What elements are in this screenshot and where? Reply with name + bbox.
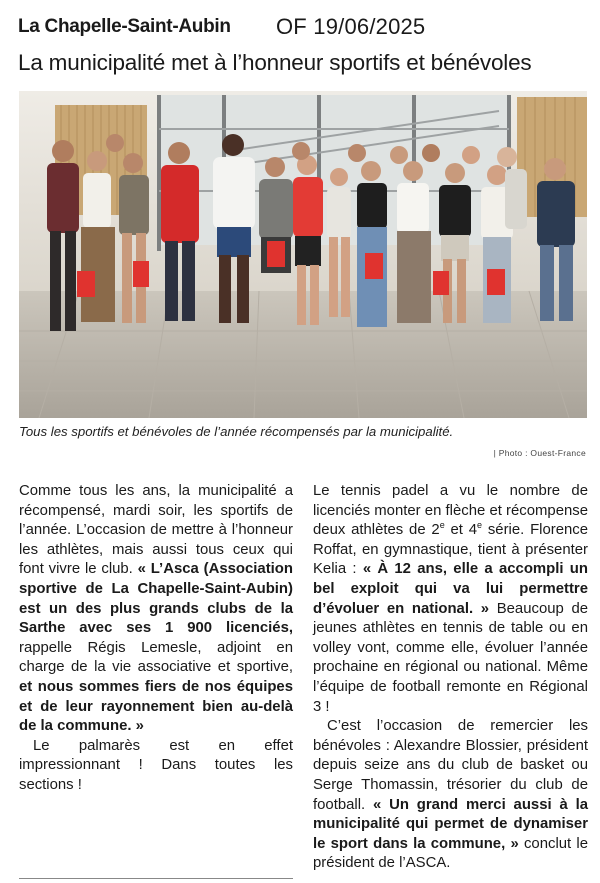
article-paragraph	[19, 482, 293, 737]
quote-text: et nous sommes fiers de nos équipes et de leur rayonnement bien au-delà de la commune. »	[19, 678, 293, 735]
quote-text: « À 12 ans, elle a accompli un bel exploit qui va lui permettre d’évoluer en national. »	[313, 561, 588, 617]
article-column-left	[19, 482, 293, 796]
quote-text: « Un grand merci aussi à la municipalité qui permet de dynamiser le sport dans la commune, »	[313, 796, 588, 852]
photo-caption: Tous les sportifs et bénévoles de l’année récompensés par la municipalité.	[19, 424, 454, 439]
body-text: série. Florence Roffat, en gymnastique, tient à présenter Kelia :	[313, 522, 588, 578]
body-text: e	[439, 520, 445, 531]
column-rule	[19, 878, 293, 879]
source-date: OF 19/06/2025	[276, 14, 426, 39]
body-text: Comme tous les ans, la municipalité a récompensé, mardi soir, les sportifs de l’année. L’occasion de mettre à l’honneur les athlètes, mais aussi tous ceux qui font vivre le club.	[19, 483, 293, 578]
body-text: rappelle Régis Lemesle, adjoint en charge de la vie associative et sportive,	[19, 639, 293, 676]
body-text: Le tennis padel a vu le nombre de licenciés monter en flèche et récompense deux athlètes de 2	[313, 483, 588, 539]
photo-illustration	[19, 91, 587, 418]
article-paragraph	[313, 482, 588, 717]
location-label: La Chapelle-Saint-Aubin	[18, 16, 231, 37]
article-column-right	[313, 482, 588, 874]
quote-text: « L’Asca (Association sportive de La Chapelle-Saint-Aubin) est un des plus grands clubs de la Sarthe avec ses 1 900 licenciés,	[19, 561, 293, 637]
photo-credit: | Photo : Ouest-France	[493, 448, 586, 458]
body-text: et 4	[444, 522, 478, 539]
body-text: Beaucoup de jeunes athlètes en tennis de table ou en volley vont, comme elle, évoluer l’année prochaine en régional ou national. Même l’équipe de football remonte en Régional 3 !	[313, 600, 589, 715]
body-text: C’est l’occasion de remercier les bénévoles : Alexandre Blossier, président depuis seize ans du club de basket ou Serge Thomassin, trésorier du club de football.	[313, 718, 588, 813]
body-text: conclut le président de l’ASCA.	[313, 835, 588, 872]
body-text: Le palmarès est en effet impressionnant ! Dans toutes les sections !	[19, 737, 293, 793]
article-paragraph	[19, 737, 293, 796]
article-header	[18, 14, 588, 42]
headline: La municipalité met à l’honneur sportifs et bénévoles	[18, 50, 532, 75]
body-text: e	[477, 520, 483, 531]
article-paragraph	[313, 717, 588, 874]
group-photo	[19, 91, 587, 418]
